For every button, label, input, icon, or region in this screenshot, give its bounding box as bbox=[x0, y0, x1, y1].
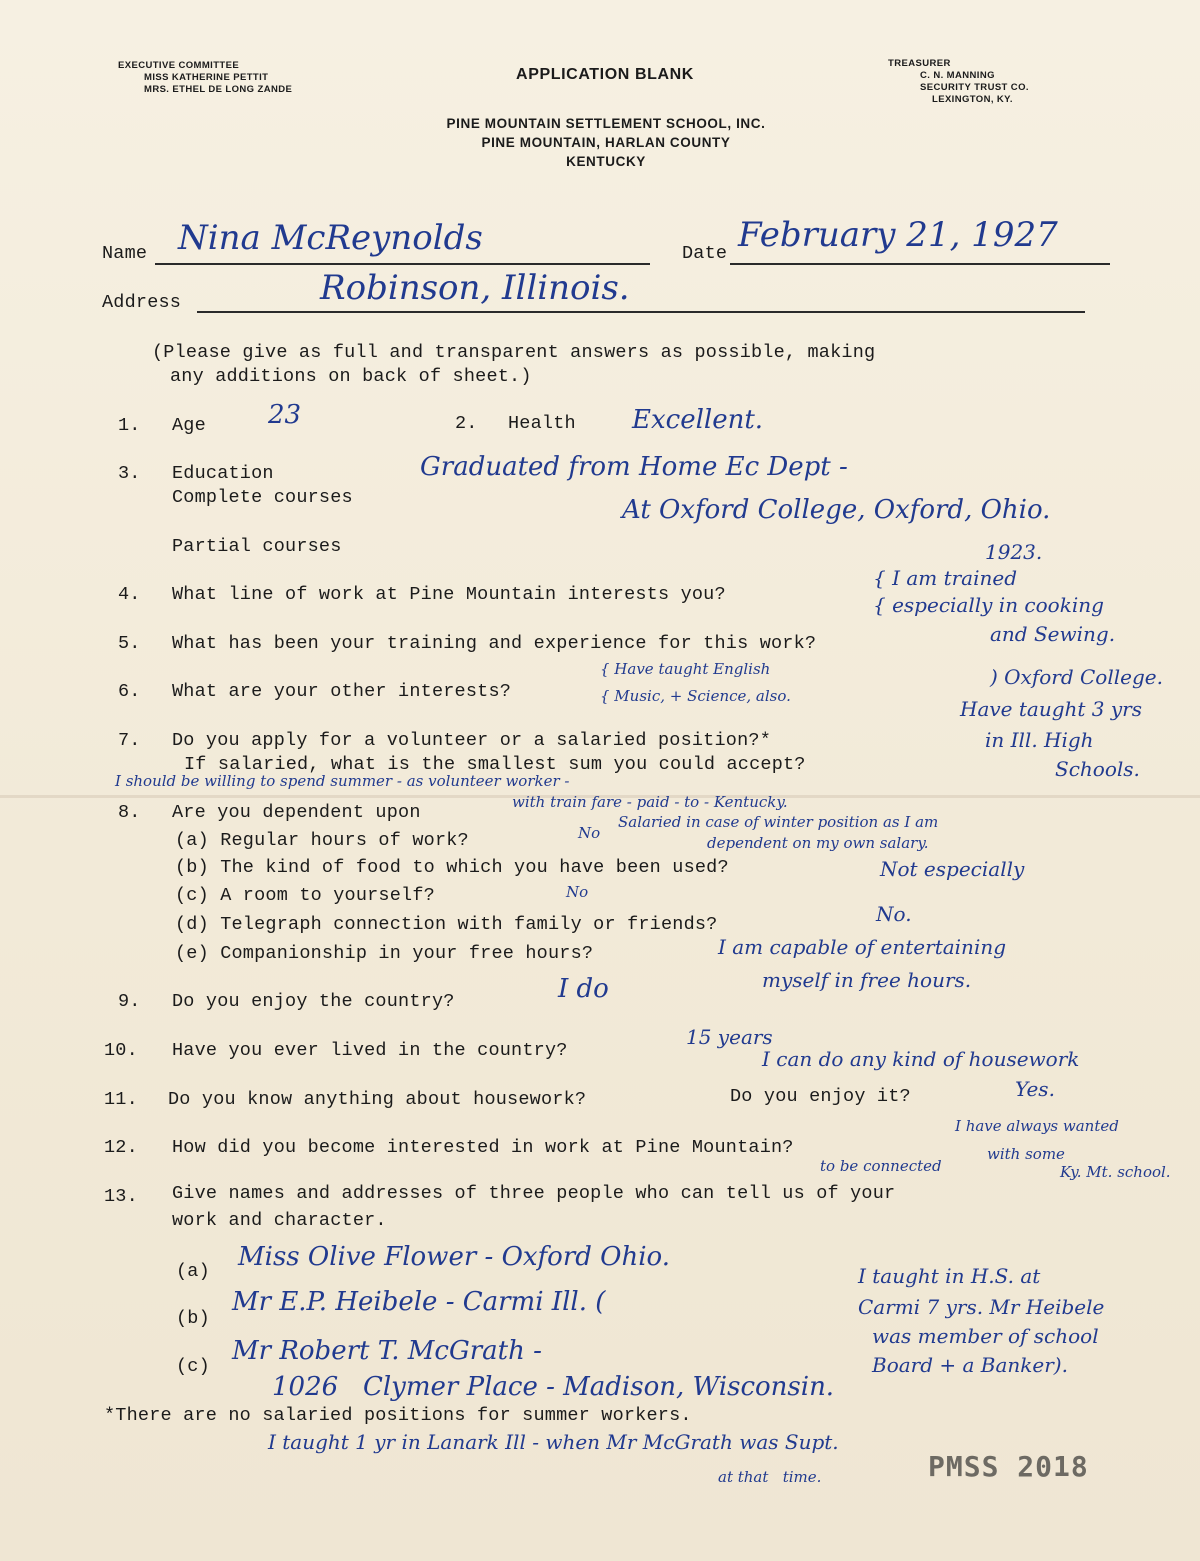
q-telegraph: (d) Telegraph connection with family or friends? bbox=[175, 914, 718, 935]
question-number: 4. bbox=[118, 584, 141, 605]
q-training: What has been your training and experience for this work? bbox=[172, 633, 817, 654]
a-housework[interactable]: I can do any kind of housework bbox=[762, 1047, 1080, 1071]
question-number: 6. bbox=[118, 681, 141, 702]
a-interested-4[interactable]: Ky. Mt. school. bbox=[1060, 1163, 1171, 1181]
question-number: 11. bbox=[104, 1089, 138, 1110]
a-position[interactable]: I should be willing to spend summer - as volunteer worker - bbox=[115, 772, 570, 790]
q-education: Education bbox=[172, 463, 274, 484]
org-name: PINE MOUNTAIN SETTLEMENT SCHOOL, INC. bbox=[446, 116, 766, 131]
a-interested-3[interactable]: to be connected bbox=[820, 1157, 942, 1175]
a-enjoy-housework[interactable]: Yes. bbox=[1015, 1077, 1055, 1101]
a-training-3[interactable]: in Ill. High bbox=[985, 728, 1094, 752]
date-underline bbox=[730, 263, 1110, 265]
reference-label: (a) bbox=[176, 1261, 210, 1282]
q-housework: Do you know anything about housework? bbox=[168, 1089, 587, 1110]
a-work-2[interactable]: { especially in cooking bbox=[873, 593, 1104, 617]
a-telegraph[interactable]: No. bbox=[876, 902, 912, 926]
treasurer-city: LEXINGTON, KY. bbox=[932, 94, 1013, 105]
a-health[interactable]: Excellent. bbox=[632, 405, 764, 435]
question-number: 12. bbox=[104, 1137, 138, 1158]
date-value[interactable]: February 21, 1927 bbox=[738, 215, 1058, 255]
reference-b-note[interactable]: I taught in H.S. at bbox=[858, 1264, 1041, 1288]
a-dependent[interactable]: with train fare - paid - to - Kentucky. bbox=[512, 793, 788, 811]
q-companionship: (e) Companionship in your free hours? bbox=[175, 943, 594, 964]
a-interested-2[interactable]: with some bbox=[987, 1145, 1065, 1163]
a-regular-hours[interactable]: No bbox=[578, 824, 601, 842]
q-complete-courses: Complete courses bbox=[172, 487, 353, 508]
reference-c-address[interactable]: 1026 Clymer Place - Madison, Wisconsin. bbox=[272, 1372, 835, 1402]
a-partial-year[interactable]: 1923. bbox=[985, 540, 1043, 564]
a-food[interactable]: Not especially bbox=[880, 857, 1025, 881]
form-title: APPLICATION BLANK bbox=[516, 66, 694, 83]
treasurer-name: C. N. MANNING bbox=[920, 70, 995, 81]
footnote: *There are no salaried positions for summer workers. bbox=[104, 1405, 692, 1426]
question-number: 1. bbox=[118, 415, 141, 436]
a-enjoy-country[interactable]: I do bbox=[558, 974, 609, 1004]
question-number: 7. bbox=[118, 730, 141, 751]
name-underline bbox=[155, 263, 650, 265]
q-line-of-work: What line of work at Pine Mountain interests you? bbox=[172, 584, 726, 605]
address-underline bbox=[197, 311, 1085, 313]
a-interests-2[interactable]: { Music, + Science, also. bbox=[600, 687, 791, 705]
a-education-1[interactable]: Graduated from Home Ec Dept - bbox=[420, 452, 848, 482]
question-number: 2. bbox=[455, 413, 478, 434]
org-location: PINE MOUNTAIN, HARLAN COUNTY bbox=[481, 135, 731, 150]
q-dependent: Are you dependent upon bbox=[172, 802, 421, 823]
question-number: 8. bbox=[118, 802, 141, 823]
instructions-line: (Please give as full and transparent answers as possible, making bbox=[152, 342, 876, 363]
question-number: 5. bbox=[118, 633, 141, 654]
reference-b[interactable]: Mr E.P. Heibele - Carmi Ill. ( bbox=[232, 1287, 606, 1317]
q-health: Health bbox=[508, 413, 576, 434]
q-food: (b) The kind of food to which you have been used? bbox=[175, 857, 729, 878]
a-work-3[interactable]: and Sewing. bbox=[990, 622, 1116, 646]
treasurer-heading: TREASURER bbox=[888, 58, 951, 69]
a-companionship-2[interactable]: myself in free hours. bbox=[762, 968, 972, 992]
reference-b-note[interactable]: Board + a Banker). bbox=[872, 1353, 1068, 1377]
name-value[interactable]: Nina McReynolds bbox=[178, 218, 483, 258]
q-age: Age bbox=[172, 415, 206, 436]
question-number: 13. bbox=[104, 1186, 138, 1207]
reference-label: (b) bbox=[176, 1308, 210, 1329]
question-number: 3. bbox=[118, 463, 141, 484]
reference-b-note[interactable]: was member of school bbox=[872, 1324, 1099, 1348]
footer-note[interactable]: at that time. bbox=[718, 1468, 822, 1486]
q-references: Give names and addresses of three people who can tell us of your bbox=[172, 1183, 896, 1204]
q-lived-country: Have you ever lived in the country? bbox=[172, 1040, 568, 1061]
org-state: KENTUCKY bbox=[566, 154, 646, 169]
committee-member: MRS. ETHEL DE LONG ZANDE bbox=[144, 84, 293, 95]
q-enjoy-country: Do you enjoy the country? bbox=[172, 991, 455, 1012]
a-companionship-1[interactable]: I am capable of entertaining bbox=[718, 935, 1007, 959]
a-work-1[interactable]: { I am trained bbox=[873, 566, 1018, 590]
instructions-line: any additions on back of sheet.) bbox=[170, 366, 532, 387]
a-interests-1[interactable]: { Have taught English bbox=[600, 660, 771, 678]
address-value[interactable]: Robinson, Illinois. bbox=[320, 268, 630, 308]
q-how-interested: How did you become interested in work at Pine Mountain? bbox=[172, 1137, 794, 1158]
a-room[interactable]: No bbox=[566, 883, 589, 901]
question-number: 10. bbox=[104, 1040, 138, 1061]
a-training-2[interactable]: Have taught 3 yrs bbox=[960, 697, 1142, 721]
footer-note[interactable]: I taught 1 yr in Lanark Ill - when Mr McGrath was Supt. bbox=[268, 1430, 839, 1454]
committee-heading: EXECUTIVE COMMITTEE bbox=[118, 60, 240, 71]
reference-b-note[interactable]: Carmi 7 yrs. Mr Heibele bbox=[858, 1295, 1105, 1319]
question-number: 9. bbox=[118, 991, 141, 1012]
reference-c[interactable]: Mr Robert T. McGrath - bbox=[232, 1336, 542, 1366]
a-dependent-salaried[interactable]: Salaried in case of winter position as I am bbox=[618, 813, 939, 831]
q-other-interests: What are your other interests? bbox=[172, 681, 512, 702]
a-lived-country[interactable]: 15 years bbox=[686, 1025, 773, 1049]
a-interested-1[interactable]: I have always wanted bbox=[955, 1117, 1119, 1135]
date-label: Date bbox=[682, 243, 728, 264]
a-education-2[interactable]: At Oxford College, Oxford, Ohio. bbox=[622, 495, 1051, 525]
treasurer-bank: SECURITY TRUST CO. bbox=[920, 82, 1029, 93]
q-regular-hours: (a) Regular hours of work? bbox=[175, 830, 469, 851]
archive-stamp: PMSS 2018 bbox=[928, 1450, 1089, 1483]
reference-a[interactable]: Miss Olive Flower - Oxford Ohio. bbox=[238, 1242, 670, 1272]
q-partial-courses: Partial courses bbox=[172, 536, 342, 557]
a-age[interactable]: 23 bbox=[268, 400, 302, 430]
reference-label: (c) bbox=[176, 1356, 210, 1377]
committee-member: MISS KATHERINE PETTIT bbox=[144, 72, 269, 83]
a-training-4[interactable]: Schools. bbox=[1055, 757, 1140, 781]
q-room: (c) A room to yourself? bbox=[175, 885, 435, 906]
q-references-2: work and character. bbox=[172, 1210, 387, 1231]
a-training-1[interactable]: ) Oxford College. bbox=[990, 665, 1163, 689]
a-dependent-salary[interactable]: dependent on my own salary. bbox=[707, 834, 929, 852]
q-salary: If salaried, what is the smallest sum you could accept? bbox=[184, 754, 806, 775]
q-position: Do you apply for a volunteer or a salaried position?* bbox=[172, 730, 771, 751]
address-label: Address bbox=[102, 292, 182, 313]
name-label: Name bbox=[102, 243, 148, 264]
q-enjoy-housework: Do you enjoy it? bbox=[730, 1086, 911, 1107]
